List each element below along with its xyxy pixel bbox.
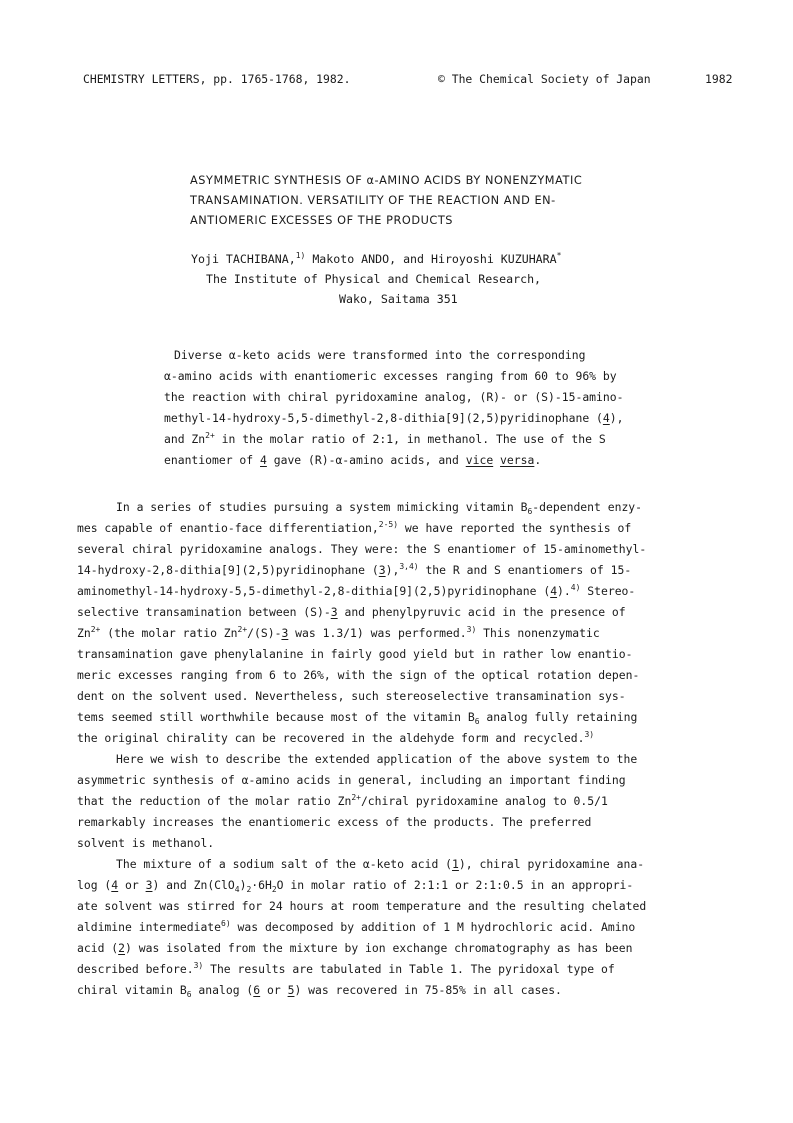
compound-number: 4 (602, 411, 610, 425)
vice-versa: vice (465, 453, 494, 467)
citation-ref: 3,4) (399, 562, 419, 571)
journal-citation: CHEMISTRY LETTERS, pp. 1765-1768, 1982. (83, 72, 351, 86)
citation-ref: 4) (570, 583, 581, 592)
compound-number: 4 (260, 453, 267, 467)
title-line-2: TRANSAMINATION. VERSATILITY OF THE REACTION AND EN- (190, 194, 556, 207)
body-line: asymmetric synthesis of α-amino acids in general, including an important finding (77, 773, 626, 787)
citation-ref: 6) (221, 919, 231, 928)
body-line: Here we wish to describe the extended application of the above system to the (116, 752, 638, 766)
vice-versa: versa (500, 453, 535, 467)
body-line: tems seemed still worthwhile because most of the vitamin $B_6$ analog fully retaining (77, 710, 638, 726)
body-line: acid (2) was isolated from the mixture by ion exchange chromatography as has been (77, 941, 633, 955)
body-line: selective transamination between (S)-3 and phenylpyruvic acid in the presence of (77, 605, 626, 619)
body-line: In a series of studies pursuing a system mimicking vitamin $B_6$-dependent enzy- (116, 500, 643, 516)
body-line: several chiral pyridoxamine analogs. They were: the S enantiomer of 15-aminomethyl- (77, 542, 647, 556)
body-line: log (4 or 3) and $Zn(ClO_4)_2\cdot 6H_2O$ in molar ratio of 2:1:1 or 2:1:0.5 in an appropri- (77, 878, 634, 894)
affiliation-line-1: The Institute of Physical and Chemical Research, (206, 272, 542, 286)
body-line: dent on the solvent used. Nevertheless, such stereoselective transamination sys- (77, 689, 626, 703)
title-line-3: ANTIOMERIC EXCESSES OF THE PRODUCTS (190, 214, 454, 227)
abstract-line: and $Zn^{2+}$ in the molar ratio of 2:1, in methanol. The use of the S (164, 431, 606, 446)
body-line: aminomethyl-14-hydroxy-5,5-dimethyl-2,8-dithia[9](2,5)pyridinophane (4).$^{4)}$ Stereo- (77, 583, 636, 598)
body-line: The mixture of a sodium salt of the α-keto acid (1), chiral pyridoxamine ana- (116, 857, 645, 871)
body-line: ate solvent was stirred for 24 hours at room temperature and the resulting chelated (77, 899, 647, 913)
title-line-1: ASYMMETRIC SYNTHESIS OF α-AMINO ACIDS BY NONENZYMATIC (190, 174, 583, 187)
body-line: chiral vitamin $B_6$ analog (6 or 5) was recovered in 75-85% in all cases. (77, 983, 562, 999)
body-line: mes capable of enantio-face differentiation,$^{2-5)}$ we have reported the synthesis of (77, 520, 632, 535)
body-line: the original chirality can be recovered in the aldehyde form and recycled.$^{3)}$ (77, 730, 595, 745)
copyright-notice: © The Chemical Society of Japan (438, 72, 651, 86)
body-line: meric excesses ranging from 6 to 26%, with the sign of the optical rotation depen- (77, 668, 640, 682)
body-line: that the reduction of the molar ratio $Zn^{2+}$/chiral pyridoxamine analog to 0.5/1 (77, 793, 608, 808)
body-line: transamination gave phenylalanine in fairly good yield but in rather low enantio- (77, 647, 633, 661)
affiliation-line-2: Wako, Saitama 351 (339, 292, 458, 306)
corresponding-author-star: * (556, 251, 562, 260)
body-line: described before.$^{3)}$ The results are tabulated in Table 1. The pyridoxal type of (77, 961, 615, 976)
body-line: 14-hydroxy-2,8-dithia[9](2,5)pyridinophane (3),$^{3,4)}$ the R and S enantiomers of 15- (77, 562, 632, 577)
abstract-line: Diverse α-keto acids were transformed into the corresponding (174, 348, 586, 362)
body-line: solvent is methanol. (77, 836, 215, 850)
body-line: $Zn^{2+}$ (the molar ratio $Zn^{2+}/(S)-3$ was 1.3/1) was performed.$^{3)}$ This nonenzymatic (77, 625, 600, 640)
ref-1: 1) (295, 251, 306, 260)
author-tachibana: Yoji TACHIBANA, (191, 252, 296, 266)
citation-ref: 2-5) (378, 520, 399, 529)
author-line (191, 252, 561, 266)
author-names: Makoto ANDO, and Hiroyoshi KUZUHARA (305, 252, 557, 266)
body-line: remarkably increases the enantiomeric excess of the products. The preferred (77, 815, 592, 829)
citation-ref: 3) (466, 625, 477, 634)
header-year: 1982 (705, 72, 733, 86)
abstract-line: enantiomer of 4 gave (R)-α-amino acids, and vice versa. (164, 453, 542, 467)
body-line: aldimine intermediate$^{6)}$ was decomposed by addition of 1 M hydrochloric acid. Amino (77, 919, 636, 934)
abstract-line: methyl-14-hydroxy-5,5-dimethyl-2,8-dithia[9](2,5)pyridinophane (4), (164, 411, 624, 425)
citation-ref: 3) (584, 730, 595, 739)
abstract-line: the reaction with chiral pyridoxamine analog, (R)- or (S)-15-amino- (164, 390, 624, 404)
citation-ref: 3) (193, 961, 204, 970)
abstract-line: α-amino acids with enantiomeric excesses ranging from 60 to 96% by (164, 369, 617, 383)
